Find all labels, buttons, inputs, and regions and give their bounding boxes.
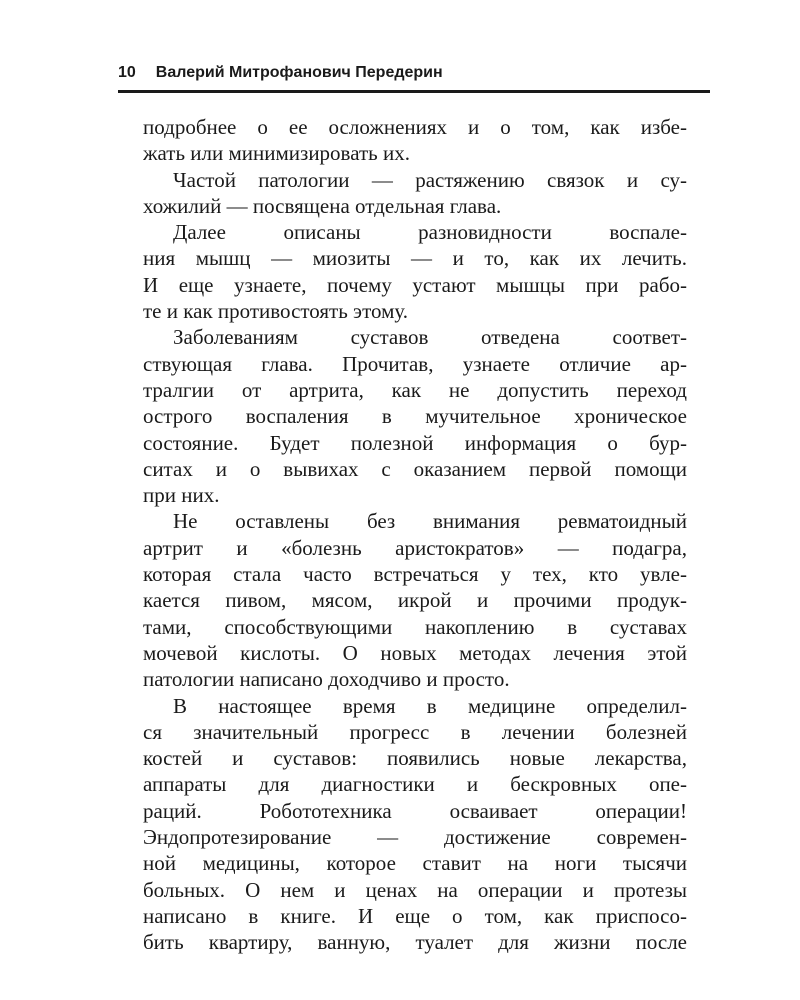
running-header-author: Валерий Митрофанович Передерин (155, 64, 443, 81)
text-line: В настоящее время в медицине определил- (173, 693, 687, 718)
text-line: ния мышц — миозиты — и то, как их лечить. (143, 246, 687, 271)
text-line: подробнее о ее осложнениях и о том, как избе- (143, 115, 687, 139)
text-line: тами, способствующими накоплению в суставах (143, 614, 687, 639)
text-line: Эндопротезирование — достижение современ- (143, 825, 687, 850)
text-line: аппараты для диагностики и бескровных опе- (143, 772, 687, 797)
text-line: при них. (143, 483, 220, 508)
text-line: больных. О нем и ценах на операции и протезы (143, 877, 687, 902)
page-number: 10 (118, 64, 136, 81)
text-line: костей и суставов: появились новые лекарства, (143, 746, 687, 771)
text-line: которая стала часто встречаться у тех, кто увле- (143, 562, 687, 587)
text-line: кается пивом, мясом, икрой и прочими продук- (143, 588, 687, 613)
text-line: состояние. Будет полезной информация о бур- (143, 430, 687, 455)
text-line: те и как противостоять этому. (143, 299, 409, 324)
text-line: Не оставлены без внимания ревматоидный (173, 509, 687, 534)
text-line: ной медицины, которое ставит на ноги тысячи (143, 851, 687, 876)
running-header (118, 61, 710, 85)
text-line: написано в книге. И еще о том, как приспосо- (143, 903, 687, 928)
body-text (143, 114, 687, 956)
text-line: ситах и о вывихах с оказанием первой помощи (143, 456, 687, 481)
text-line: хожилий — посвящена отдельная глава. (143, 193, 502, 218)
text-line: артрит и «болезнь аристократов» — подагра, (143, 535, 687, 560)
header-rule (118, 90, 710, 93)
text-line: жать или минимизировать их. (143, 141, 410, 166)
text-line: тралгии от артрита, как не допустить переход (143, 377, 687, 402)
text-line: острого воспаления в мучительное хроническое (143, 404, 687, 429)
text-line: Далее описаны разновидности воспале- (173, 220, 687, 245)
text-line: патологии написано доходчиво и просто. (143, 667, 510, 692)
text-line: Заболеваниям суставов отведена соответ- (173, 325, 687, 350)
text-line: И еще узнаете, почему устают мышцы при рабо- (143, 272, 687, 297)
text-line: бить квартиру, ванную, туалет для жизни после (143, 930, 687, 955)
text-line: Частой патологии — растяжению связок и су- (173, 167, 687, 192)
text-line: ствующая глава. Прочитав, узнаете отличие ар- (143, 351, 687, 376)
text-line: раций. Робототехника осваивает операции! (143, 798, 687, 823)
text-line: ся значительный прогресс в лечении болезней (143, 719, 687, 744)
text-line: мочевой кислоты. О новых методах лечения этой (143, 640, 687, 665)
